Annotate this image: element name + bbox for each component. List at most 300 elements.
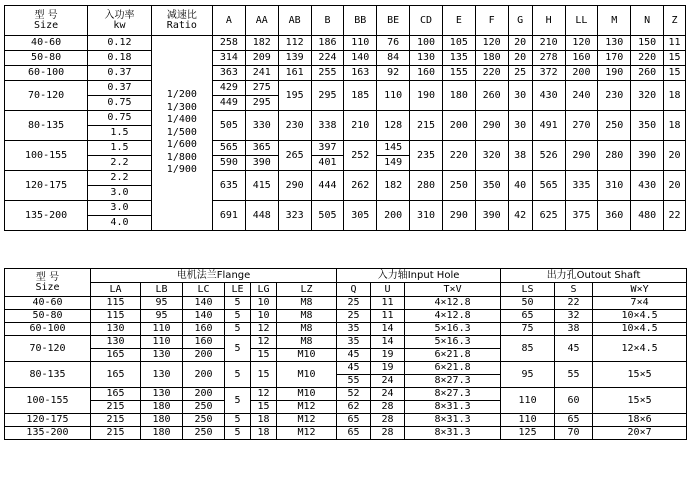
table-cell: 14 [371,323,405,336]
table-row [5,111,686,126]
table-cell: 0.12 [88,36,152,51]
header-col: LL [565,6,598,36]
header-col: N [631,6,664,36]
table-cell: 182 [245,36,278,51]
table-cell: 10×4.5 [593,310,687,323]
table-cell: Q [337,283,371,297]
table-cell: 135 [442,51,475,66]
table-cell: 430 [532,81,565,111]
table-cell: 5 [225,310,251,323]
table-cell: 45 [337,362,371,375]
table-cell: 70 [555,427,593,440]
table-cell: 350 [475,171,508,201]
table-cell: 160 [410,66,443,81]
table-cell: 280 [410,171,443,201]
table-cell: 363 [213,66,246,81]
table-cell: 12 [251,323,277,336]
header-col: A [213,6,246,36]
table-cell: 429 [213,81,246,96]
table-cell: M12 [277,414,337,427]
table-cell: 320 [631,81,664,111]
table-cell: 10 [251,310,277,323]
table-cell: 163 [344,66,377,81]
table-cell: U [371,283,405,297]
table-cell: 200 [183,349,225,362]
table-cell: 15×5 [593,362,687,388]
table-cell: 65 [337,414,371,427]
table-cell: 505 [311,201,344,231]
table-cell: 195 [278,81,311,111]
table-cell: 8×27.3 [405,375,501,388]
table-cell: 215 [91,414,141,427]
table-cell: 390 [245,156,278,171]
table-cell: 145 [377,141,410,156]
table-cell: 252 [344,141,377,171]
table-cell: 280 [598,141,631,171]
table-row [5,323,687,336]
table-cell: 20 [508,36,532,51]
table-cell: 235 [410,141,443,171]
table-cell: 76 [377,36,410,51]
table-cell: 112 [278,36,311,51]
table-cell: 635 [213,171,246,201]
table-cell: 1.5 [88,141,152,156]
header-col: F [475,6,508,36]
table-row [5,171,686,186]
table-cell: 15 [664,51,686,66]
table-row [5,297,687,310]
table-cell: 50-80 [5,51,88,66]
table-cell: 95 [501,362,555,388]
table-cell: 125 [501,427,555,440]
table-cell: 55 [337,375,371,388]
table-cell: 28 [371,401,405,414]
table-cell: 8×27.3 [405,388,501,401]
table-cell: 19 [371,362,405,375]
table-cell: 20 [508,51,532,66]
table-cell: 10 [251,297,277,310]
table-cell: 295 [245,96,278,111]
table-cell: 75 [501,323,555,336]
table-cell: 28 [371,427,405,440]
table-cell: M8 [277,310,337,323]
table-cell: 330 [245,111,278,141]
table-cell: 105 [442,36,475,51]
table-cell: 323 [278,201,311,231]
table-row [5,141,686,156]
table-cell: 241 [245,66,278,81]
table-cell: 5×16.3 [405,336,501,349]
table-cell: 290 [475,111,508,141]
table-cell: 18 [251,427,277,440]
table-cell: 40-60 [5,36,88,51]
table-cell: 11 [664,36,686,51]
table-cell: 360 [598,201,631,231]
table-cell: 120 [565,36,598,51]
table-cell: 250 [598,111,631,141]
table-cell: 128 [377,111,410,141]
table-cell: 250 [183,401,225,414]
table-cell: 15 [251,401,277,414]
table-cell: 20 [664,141,686,171]
table-cell: 25 [337,297,371,310]
table-cell: 18×6 [593,414,687,427]
table-cell: 110 [141,323,183,336]
table-cell: 5 [225,297,251,310]
table-cell: 290 [565,141,598,171]
table-cell: 505 [213,111,246,141]
table-cell: 55 [555,362,593,388]
table-cell: 4.0 [88,216,152,231]
table-cell: 182 [377,171,410,201]
table-cell: 215 [91,427,141,440]
table-row [5,201,686,216]
table-cell: 65 [555,414,593,427]
table-cell: 110 [501,388,555,414]
table-cell: 161 [278,66,311,81]
table-cell: 397 [311,141,344,156]
table-cell: LB [141,283,183,297]
table-cell: 22 [555,297,593,310]
table-cell: 165 [91,388,141,401]
ratio-cell: 1/200 1/300 1/400 1/500 1/600 1/800 1/900 [151,36,212,231]
table-cell: 5 [225,323,251,336]
table-cell: 260 [631,66,664,81]
table-cell: 0.75 [88,96,152,111]
table-cell: 270 [565,111,598,141]
table-cell: 35 [337,323,371,336]
table-cell: 160 [565,51,598,66]
table-cell: 130 [141,362,183,388]
table-cell: 25 [508,66,532,81]
table-cell: 45 [555,336,593,362]
table-cell: 70-120 [5,336,91,362]
table-cell: 135-200 [5,427,91,440]
table-cell: 320 [475,141,508,171]
table-cell: M10 [277,388,337,401]
table-cell: 110 [501,414,555,427]
table-cell: 160 [183,336,225,349]
table-cell: 278 [532,51,565,66]
table-cell: 565 [532,171,565,201]
table-cell: 8×31.3 [405,427,501,440]
table-cell: 215 [91,401,141,414]
table-cell: M12 [277,427,337,440]
table-cell: 84 [377,51,410,66]
table-cell: 250 [183,427,225,440]
table-cell: 20×7 [593,427,687,440]
table-cell: 390 [475,201,508,231]
table-cell: 5 [225,336,251,362]
table-cell: 295 [311,81,344,111]
table-cell: 130 [410,51,443,66]
table-cell: 250 [442,171,475,201]
table-cell: 18 [664,111,686,141]
table-cell: 430 [631,171,664,201]
header-col: E [442,6,475,36]
table-cell: T×V [405,283,501,297]
table-cell: 2.2 [88,171,152,186]
table-cell: 110 [141,336,183,349]
table-cell: 390 [631,141,664,171]
table-row [5,427,687,440]
table-cell: 220 [475,66,508,81]
table-cell: 7×4 [593,297,687,310]
table-cell: 130 [598,36,631,51]
table-cell: 139 [278,51,311,66]
table-cell: LG [251,283,277,297]
table-cell: 130 [91,336,141,349]
table-cell: 95 [141,297,183,310]
table-cell: 240 [565,81,598,111]
table-cell: 20 [664,171,686,201]
table-cell: 372 [532,66,565,81]
table-cell: 260 [475,81,508,111]
table-cell: LC [183,283,225,297]
table-cell: 0.37 [88,66,152,81]
table-cell: 310 [410,201,443,231]
table-cell: 0.37 [88,81,152,96]
table-cell: 8×31.3 [405,401,501,414]
table-row [5,51,686,66]
table-cell: 120-175 [5,171,88,201]
table-cell: 52 [337,388,371,401]
table-cell: 5 [225,414,251,427]
table-cell: 338 [311,111,344,141]
table-cell: 60 [555,388,593,414]
table-row [5,362,687,375]
header-ratio: 减速比 Ratio [151,6,212,36]
table-cell: 30 [508,81,532,111]
table-cell: 11 [371,297,405,310]
header-col: Z [664,6,686,36]
table-cell: 38 [555,323,593,336]
table-cell: 4×12.8 [405,297,501,310]
header-col: AB [278,6,311,36]
table-cell: 209 [245,51,278,66]
table-cell: 15 [664,66,686,81]
table-cell: 40 [508,171,532,201]
header-flange: 电机法兰Flange [91,269,337,283]
table-cell: 401 [311,156,344,171]
table-cell: 50-80 [5,310,91,323]
table-cell: 180 [141,427,183,440]
table-cell: 19 [371,349,405,362]
table-cell: 140 [183,297,225,310]
header-row [5,6,686,36]
table-cell: 150 [631,36,664,51]
table-cell: 186 [311,36,344,51]
table-cell: 11 [371,310,405,323]
header-row [5,283,687,297]
table-cell: M10 [277,362,337,388]
table-row [5,36,686,51]
header-col: G [508,6,532,36]
table-cell: 2.2 [88,156,152,171]
table-cell: 38 [508,141,532,171]
table-cell: M12 [277,401,337,414]
table-cell: 4×12.8 [405,310,501,323]
table-cell: 444 [311,171,344,201]
table-cell: 565 [213,141,246,156]
header-output: 出力孔Outout Shaft [501,269,687,283]
table-cell: 15×5 [593,388,687,414]
table-row [5,81,686,96]
table-cell: 5×16.3 [405,323,501,336]
table-cell: 215 [410,111,443,141]
table-cell: 60-100 [5,66,88,81]
table-cell: 135-200 [5,201,88,231]
table-cell: 14 [371,336,405,349]
table-cell: 265 [278,141,311,171]
table-cell: 290 [442,201,475,231]
table-cell: LS [501,283,555,297]
table-cell: 24 [371,388,405,401]
header-col: BB [344,6,377,36]
table-cell: 140 [183,310,225,323]
table-cell: 15 [251,362,277,388]
table-cell: 62 [337,401,371,414]
table-cell: 185 [344,81,377,111]
table-cell: 155 [442,66,475,81]
table-cell: 28 [371,414,405,427]
table-cell: 255 [311,66,344,81]
table-cell: 314 [213,51,246,66]
table-cell: 275 [245,81,278,96]
header-col: CD [410,6,443,36]
table-row [5,414,687,427]
table-row [5,336,687,349]
header-size: 型 号 Size [5,6,88,36]
table-cell: 310 [598,171,631,201]
table-cell: 42 [508,201,532,231]
table-cell: 85 [501,336,555,362]
header-col: AA [245,6,278,36]
header-col: H [532,6,565,36]
table-cell: 100 [410,36,443,51]
table-cell: 0.75 [88,111,152,126]
table-cell: 250 [183,414,225,427]
table-cell: W×Y [593,283,687,297]
table-row [5,310,687,323]
table-cell: LZ [277,283,337,297]
table-cell: 190 [410,81,443,111]
table-cell: 8×31.3 [405,414,501,427]
header-input: 入力轴Input Hole [337,269,501,283]
table-cell: 130 [141,349,183,362]
table-cell: 220 [442,141,475,171]
table-cell: 180 [442,81,475,111]
table-cell: 220 [631,51,664,66]
table-cell: 305 [344,201,377,231]
table-cell: 200 [183,388,225,401]
table-cell: 120 [475,36,508,51]
table-cell: 149 [377,156,410,171]
table-cell: 449 [213,96,246,111]
table-cell: 190 [598,66,631,81]
table-cell: 491 [532,111,565,141]
table-cell: 80-135 [5,111,88,141]
table-cell: 12 [251,336,277,349]
table-cell: 350 [631,111,664,141]
table-cell: LA [91,283,141,297]
table-cell: 230 [598,81,631,111]
table-cell: 160 [183,323,225,336]
table-cell: 165 [91,349,141,362]
table-cell: 625 [532,201,565,231]
table-cell: 1.5 [88,126,152,141]
table-cell: 18 [251,414,277,427]
table-cell: 100-155 [5,388,91,414]
table-cell: 590 [213,156,246,171]
table-cell: 80-135 [5,362,91,388]
table-cell: 60-100 [5,323,91,336]
table-cell: M8 [277,297,337,310]
table-cell: 110 [377,81,410,111]
table-cell: 22 [664,201,686,231]
spec-table-2 [4,268,687,440]
table-cell: 65 [501,310,555,323]
table-cell: 130 [91,323,141,336]
table-cell: 70-120 [5,81,88,111]
table-cell: 95 [141,310,183,323]
header-col: BE [377,6,410,36]
header-col: M [598,6,631,36]
table-cell: 12×4.5 [593,336,687,362]
table-row [5,388,687,401]
table-cell: 180 [141,414,183,427]
table-cell: 5 [225,362,251,388]
table-cell: 200 [183,362,225,388]
table-cell: 691 [213,201,246,231]
table-cell: 110 [344,36,377,51]
table-cell: 24 [371,375,405,388]
table-cell: S [555,283,593,297]
table-cell: 50 [501,297,555,310]
header-row [5,269,687,283]
table-cell: 5 [225,427,251,440]
table-cell: 526 [532,141,565,171]
table-cell: 92 [377,66,410,81]
table-cell: 45 [337,349,371,362]
table-cell: 170 [598,51,631,66]
table-cell: 200 [442,111,475,141]
table-cell: M8 [277,336,337,349]
table-cell: 6×21.8 [405,362,501,375]
table-cell: 165 [91,362,141,388]
table-cell: 200 [377,201,410,231]
table-cell: 258 [213,36,246,51]
header-col: B [311,6,344,36]
table-cell: LE [225,283,251,297]
table-cell: 30 [508,111,532,141]
table-cell: 180 [475,51,508,66]
table-cell: 3.0 [88,186,152,201]
table-row [5,66,686,81]
table-cell: 0.18 [88,51,152,66]
spec-table-1 [4,5,686,231]
table-cell: 65 [337,427,371,440]
table-cell: 3.0 [88,201,152,216]
table-cell: 10×4.5 [593,323,687,336]
table-cell: 12 [251,388,277,401]
header-power: 入功率 kw [88,6,152,36]
table-cell: 210 [344,111,377,141]
table-cell: 335 [565,171,598,201]
table-cell: 290 [278,171,311,201]
table-cell: 210 [532,36,565,51]
table-cell: 230 [278,111,311,141]
